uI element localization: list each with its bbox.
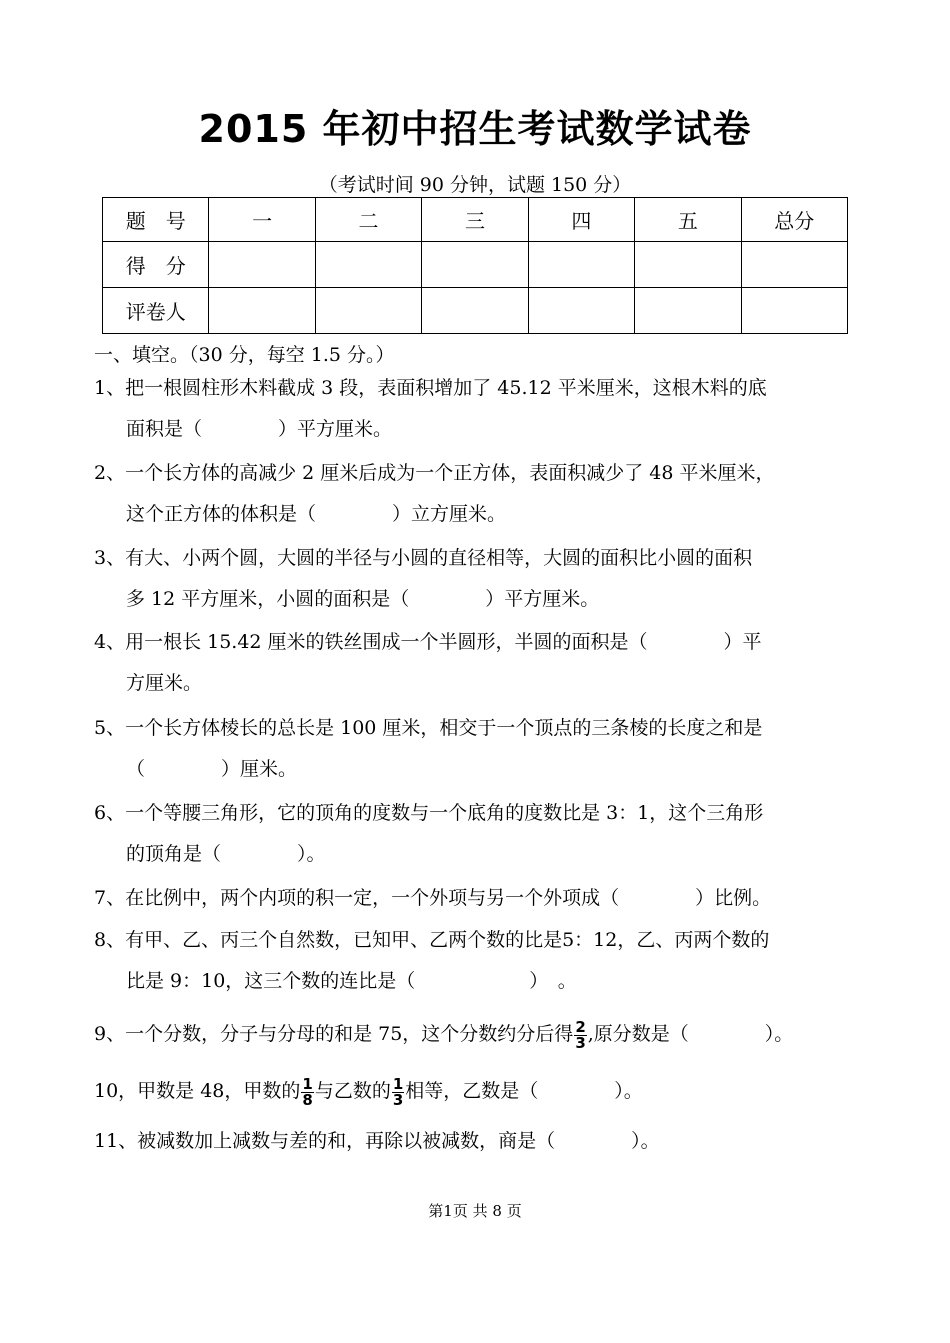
question-3-line-2: 多 12 平方厘米，小圆的面积是（ ）平方厘米。 <box>126 588 600 610</box>
question-1-line-1: 1、把一根圆柱形木料截成 3 段，表面积增加了 45.12 平米厘米，这根木料的底 <box>94 377 767 399</box>
question-5-line-2: （ ）厘米。 <box>126 758 298 780</box>
question-2-line-1: 2、一个长方体的高减少 2 厘米后成为一个正方体，表面积减少了 48 平米厘米， <box>94 462 775 484</box>
fraction-one-eighth <box>301 1074 313 1109</box>
question-1-line-2: 面积是（ ）平方厘米。 <box>126 418 393 440</box>
question-8-line-1: 8、有甲、乙、丙三个自然数，已知甲、乙两个数的比是5：12，乙、丙两个数的 <box>94 929 770 951</box>
header-cell-3: 三 <box>422 198 528 242</box>
question-10-text-c: 相等，乙数是（ ）。 <box>405 1080 643 1102</box>
question-10-text-a: 10，甲数是 48，甲数的 <box>94 1080 301 1102</box>
grader-row-label: 评卷人 <box>103 288 209 334</box>
page-footer: 第1页 共 8 页 <box>428 1202 522 1220</box>
fraction-numerator: 2 <box>575 1017 586 1036</box>
question-5 <box>94 708 859 790</box>
score-row <box>103 242 848 288</box>
fraction-numerator: 1 <box>392 1074 404 1093</box>
header-cell-4: 四 <box>528 198 634 242</box>
fraction-denominator: 3 <box>575 1033 586 1052</box>
question-7-line-1: 7、在比例中，两个内项的积一定，一个外项与另一个外项成（ ）比例。 <box>94 887 772 909</box>
grader-cell[interactable] <box>741 288 847 334</box>
question-4 <box>94 622 859 704</box>
header-cell-label: 题 号 <box>103 198 209 242</box>
grader-cell[interactable] <box>635 288 741 334</box>
score-cell[interactable] <box>209 242 315 288</box>
question-5-line-1: 5、一个长方体棱长的总长是 100 厘米，相交于一个顶点的三条棱的长度之和是 <box>94 717 763 739</box>
question-2-line-2: 这个正方体的体积是（ ）立方厘米。 <box>126 503 507 525</box>
question-4-line-1: 4、用一根长 15.42 厘米的铁丝围成一个半圆形，半圆的面积是（ ）平 <box>94 631 762 653</box>
fraction-numerator: 1 <box>302 1074 313 1093</box>
score-table <box>102 197 848 334</box>
question-11 <box>94 1121 859 1162</box>
question-11-line-1: 11、被减数加上减数与差的和，再除以被减数，商是（ ）。 <box>94 1130 660 1152</box>
score-cell[interactable] <box>528 242 634 288</box>
question-1 <box>94 368 859 450</box>
section-heading-fill-blank: 一、填空。（30 分，每空 1.5 分。） <box>94 344 395 366</box>
grader-cell[interactable] <box>422 288 528 334</box>
fraction-denominator: 3 <box>392 1090 404 1109</box>
grader-cell[interactable] <box>209 288 315 334</box>
question-4-line-2: 方厘米。 <box>126 672 203 694</box>
header-cell-2: 二 <box>315 198 421 242</box>
score-cell[interactable] <box>422 242 528 288</box>
grader-cell[interactable] <box>528 288 634 334</box>
fraction-one-third <box>392 1074 404 1109</box>
score-row-label: 得 分 <box>103 242 209 288</box>
fraction-denominator: 8 <box>302 1090 313 1109</box>
grader-row <box>103 288 848 334</box>
question-10-text-b: 与乙数的 <box>314 1080 391 1102</box>
question-9-text-b: ,原分数是（ ）。 <box>587 1023 794 1045</box>
exam-title: 2015 年初中招生考试数学试卷 <box>198 107 752 151</box>
question-10 <box>94 1071 859 1112</box>
question-3 <box>94 538 859 620</box>
score-cell[interactable] <box>315 242 421 288</box>
fraction-two-thirds <box>574 1017 586 1052</box>
score-table-header-row <box>103 198 848 242</box>
question-2 <box>94 453 859 535</box>
grader-cell[interactable] <box>315 288 421 334</box>
question-6-line-1: 6、一个等腰三角形，它的顶角的度数与一个底角的度数比是 3：1，这个三角形 <box>94 802 764 824</box>
question-3-line-1: 3、有大、小两个圆，大圆的半径与小圆的直径相等，大圆的面积比小圆的面积 <box>94 547 753 569</box>
question-7 <box>94 878 859 919</box>
question-8 <box>94 920 859 1002</box>
question-6 <box>94 793 859 875</box>
score-cell[interactable] <box>741 242 847 288</box>
score-cell[interactable] <box>635 242 741 288</box>
header-cell-total: 总分 <box>741 198 847 242</box>
header-cell-5: 五 <box>635 198 741 242</box>
question-9 <box>94 1014 859 1055</box>
header-cell-1: 一 <box>209 198 315 242</box>
exam-subtitle: （考试时间 90 分钟，试题 150 分） <box>318 174 632 196</box>
question-6-line-2: 的顶角是（ ）。 <box>126 843 326 865</box>
question-8-line-2: 比是 9：10，这三个数的连比是（ ） 。 <box>126 970 577 992</box>
question-9-text-a: 9、一个分数，分子与分母的和是 75，这个分数约分后得 <box>94 1023 574 1045</box>
